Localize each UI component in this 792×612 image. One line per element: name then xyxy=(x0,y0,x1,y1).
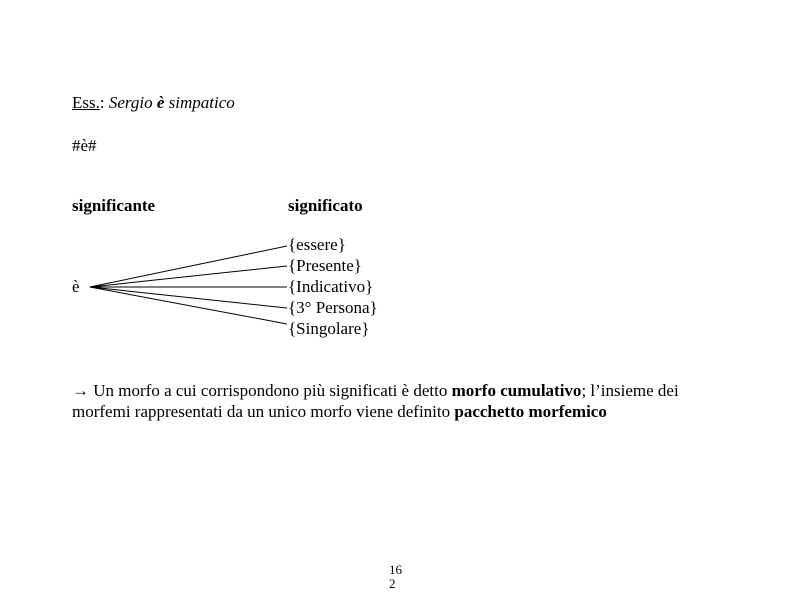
meaning-singolare: {Singolare} xyxy=(288,319,370,338)
meaning-presente: {Presente} xyxy=(288,256,362,275)
term-morphemic-package: pacchetto morfemico xyxy=(454,402,607,421)
term-cumulative-morph: morfo cumulativo xyxy=(451,381,582,400)
conclusion-text-1: Un morfo a cui corrispondono più significati è detto xyxy=(89,381,452,400)
page-number-line-1: 16 xyxy=(389,562,402,577)
signified-heading: significato xyxy=(288,196,363,215)
meaning-persona: {3° Persona} xyxy=(288,298,378,317)
conclusion-paragraph xyxy=(72,380,679,422)
connector-line-essere xyxy=(90,246,287,287)
phonetic-transcription: #è# xyxy=(72,136,97,155)
example-label: Ess. xyxy=(72,93,100,112)
signifier-heading: significante xyxy=(72,196,156,215)
example-sentence-start: Sergio xyxy=(108,93,157,112)
arrow-icon: → xyxy=(72,381,89,400)
example-sentence-end: simpatico xyxy=(164,93,235,112)
meaning-indicativo: {Indicativo} xyxy=(288,277,374,296)
conclusion-text-3: morfemi rappresentati da un unico morfo viene definito xyxy=(72,402,455,421)
example-colon: : xyxy=(99,93,109,112)
morph-label: è xyxy=(72,277,80,296)
connector-line-presente xyxy=(90,266,287,287)
example-sentence-verb: è xyxy=(156,93,165,112)
meaning-essere: {essere} xyxy=(288,235,346,254)
conclusion-text-2: ; l’insieme dei xyxy=(581,381,679,400)
conclusion-line-2 xyxy=(72,401,679,422)
connector-line-singolare xyxy=(90,287,287,324)
page-number xyxy=(389,563,402,591)
page-number-line-2: 2 xyxy=(389,576,396,591)
conclusion-line-1 xyxy=(72,380,679,401)
connector-line-persona xyxy=(90,287,287,308)
